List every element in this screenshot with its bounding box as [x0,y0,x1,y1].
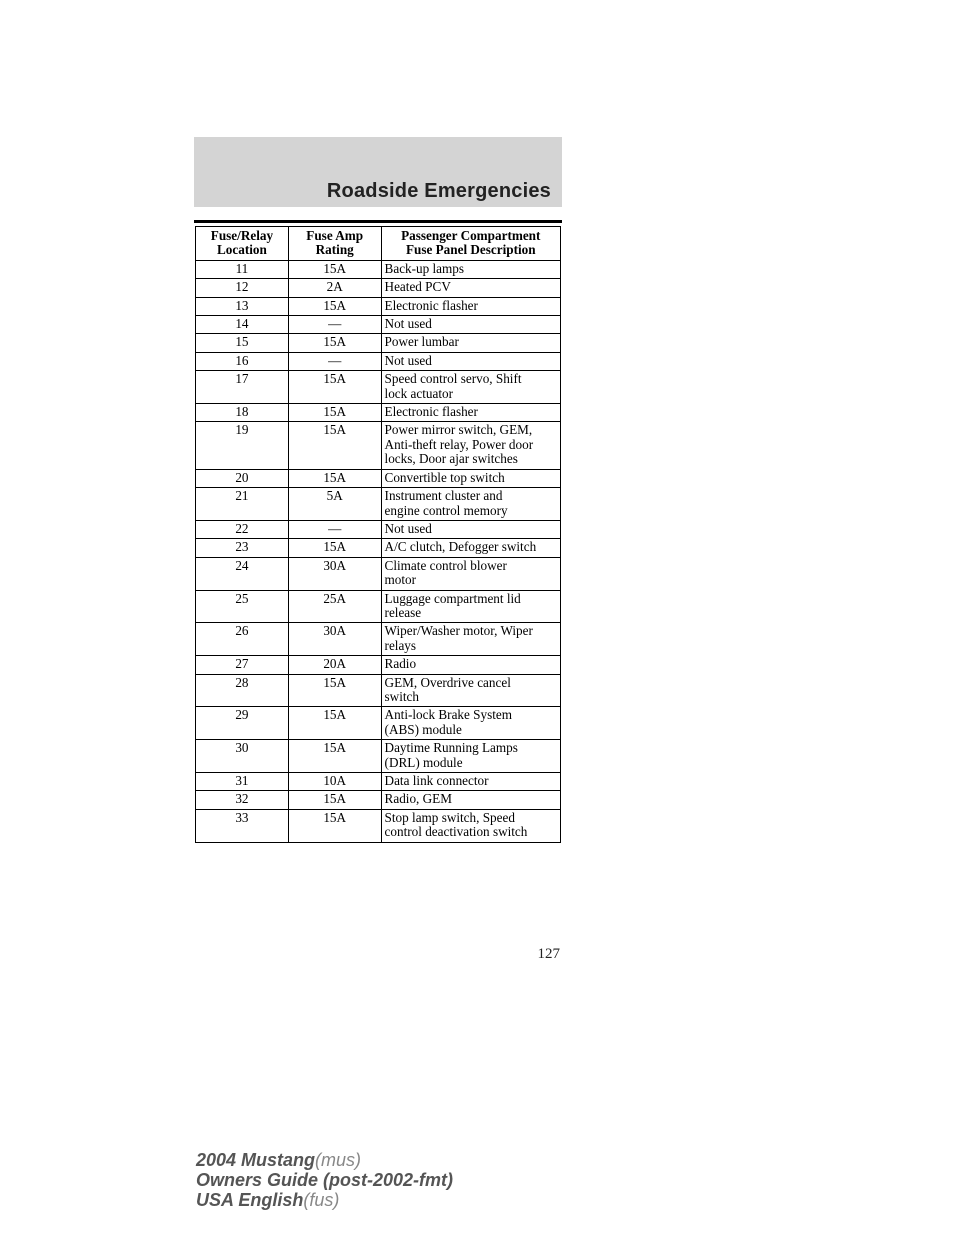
fuse-description-cell [381,404,560,422]
fuse-rating-cell: — [288,520,381,538]
fuse-rating-cell: 15A [288,740,381,773]
description-line: Data link connector [384,773,489,788]
column-header-rating: Fuse Amp Rating [288,227,381,261]
fuse-location-cell: 28 [196,674,289,707]
header-rule [194,220,562,223]
description-line: Instrument cluster and [384,488,503,504]
description-line: (ABS) module [384,721,462,737]
description-line: Power mirror switch, GEM, [384,422,533,438]
fuse-location-cell: 25 [196,590,289,623]
description-line: locks, Door ajar switches [384,451,518,467]
fuse-description-cell [381,488,560,521]
table-row [196,488,561,521]
fuse-rating-cell: 15A [288,260,381,278]
description-line: Radio, GEM [384,791,452,807]
fuse-rating-cell: 15A [288,539,381,557]
fuse-location-cell: 17 [196,371,289,404]
fuse-rating-cell: 15A [288,791,381,809]
fuse-description-cell [381,656,560,674]
fuse-description-cell [381,707,560,740]
table-row [196,404,561,422]
description-line: engine control memory [384,502,508,518]
fuse-location-cell: 32 [196,791,289,809]
column-header-location: Fuse/Relay Location [196,227,289,261]
fuse-rating-cell: — [288,316,381,334]
description-line: Not used [384,316,432,332]
description-line: GEM, Overdrive cancel [384,674,511,690]
fuse-description-cell [381,352,560,370]
description-line: Daytime Running Lamps [384,740,518,756]
description-line: motor [384,572,417,588]
description-line: Electronic flasher [384,404,478,420]
table-row [196,656,561,674]
footer-line-language: USA English(fus) [196,1190,340,1210]
fuse-description-cell [381,297,560,315]
fuse-description-cell [381,590,560,623]
description-line: Power lumbar [384,334,459,350]
fuse-description-cell [381,674,560,707]
description-line: Stop lamp switch, Speed [384,809,515,825]
fuse-rating-cell: 15A [288,334,381,352]
fuse-location-cell: 26 [196,623,289,656]
fuse-location-cell: 29 [196,707,289,740]
fuse-rating-cell: 15A [288,469,381,487]
fuse-description-cell [381,557,560,590]
page-number: 127 [537,946,560,962]
table-row [196,520,561,538]
fuse-rating-cell: — [288,352,381,370]
footer-line-guide: Owners Guide (post-2002-fmt) [196,1170,454,1190]
description-line: release [384,604,422,620]
fuse-description-cell [381,740,560,773]
fuse-rating-cell: 30A [288,557,381,590]
fuse-location-cell: 31 [196,773,289,791]
description-line: relays [384,637,417,653]
description-line: Speed control servo, Shift [384,371,522,387]
table-row [196,590,561,623]
fuse-description-cell [381,809,560,842]
table-row [196,334,561,352]
fuse-location-cell: 33 [196,809,289,842]
fuse-description-cell [381,469,560,487]
table-row [196,371,561,404]
fuse-location-cell: 16 [196,352,289,370]
section-title: Roadside Emergencies [326,180,551,202]
table-row [196,809,561,842]
description-line: Electronic flasher [384,297,478,313]
fuse-description-cell [381,371,560,404]
fuse-location-cell: 18 [196,404,289,422]
fuse-location-cell: 21 [196,488,289,521]
table-row [196,539,561,557]
fuse-rating-cell: 15A [288,707,381,740]
fuse-table [195,226,561,843]
fuse-location-cell: 14 [196,316,289,334]
description-line: Heated PCV [384,279,451,295]
fuse-location-cell: 24 [196,557,289,590]
table-row [196,279,561,297]
description-line: Not used [384,520,432,536]
footer [196,1150,453,1210]
fuse-location-cell: 11 [196,260,289,278]
description-line: Wiper/Washer motor, Wiper [384,623,533,639]
table-row [196,707,561,740]
fuse-description-cell [381,773,560,791]
description-line: switch [384,688,419,704]
fuse-description-cell [381,520,560,538]
description-line: control deactivation switch [384,824,528,840]
fuse-rating-cell: 15A [288,404,381,422]
fuse-description-cell [381,279,560,297]
fuse-rating-cell: 20A [288,656,381,674]
table-row [196,260,561,278]
fuse-rating-cell: 2A [288,279,381,297]
table-row [196,791,561,809]
description-line: Back-up lamps [384,260,465,276]
table-body [196,260,561,842]
description-line: A/C clutch, Defogger switch [384,539,537,555]
fuse-description-cell [381,791,560,809]
fuse-description-cell [381,422,560,469]
table-row [196,773,561,791]
fuse-rating-cell: 25A [288,590,381,623]
description-line: Climate control blower [384,557,507,573]
description-line: lock actuator [384,385,454,401]
table-row [196,740,561,773]
fuse-rating-cell: 30A [288,623,381,656]
fuse-location-cell: 15 [196,334,289,352]
footer-line-model: 2004 Mustang(mus) [196,1150,362,1170]
fuse-location-cell: 22 [196,520,289,538]
table-row [196,623,561,656]
table-row [196,557,561,590]
fuse-description-cell [381,539,560,557]
description-line: Not used [384,352,432,368]
table-row [196,352,561,370]
fuse-description-cell [381,260,560,278]
fuse-description-cell [381,334,560,352]
description-line: (DRL) module [384,754,463,770]
column-header-description: Passenger Compartment Fuse Panel Description [381,227,560,261]
fuse-location-cell: 12 [196,279,289,297]
table-row [196,674,561,707]
table-row [196,297,561,315]
fuse-location-cell: 30 [196,740,289,773]
fuse-rating-cell: 15A [288,809,381,842]
description-line: Luggage compartment lid [384,590,521,606]
fuse-rating-cell: 15A [288,422,381,469]
description-line: Anti-theft relay, Power door [384,436,534,452]
fuse-location-cell: 23 [196,539,289,557]
fuse-location-cell: 27 [196,656,289,674]
description-line: Anti-lock Brake System [384,707,513,723]
table-row [196,422,561,469]
description-line: Radio [384,656,417,672]
fuse-rating-cell: 5A [288,488,381,521]
fuse-location-cell: 19 [196,422,289,469]
table-header-row [196,227,561,261]
fuse-rating-cell: 10A [288,773,381,791]
fuse-rating-cell: 15A [288,297,381,315]
fuse-description-cell [381,623,560,656]
table-row [196,469,561,487]
fuse-rating-cell: 15A [288,371,381,404]
fuse-description-cell [381,316,560,334]
table-row [196,316,561,334]
fuse-location-cell: 13 [196,297,289,315]
description-line: Convertible top switch [384,469,505,485]
fuse-location-cell: 20 [196,469,289,487]
fuse-rating-cell: 15A [288,674,381,707]
